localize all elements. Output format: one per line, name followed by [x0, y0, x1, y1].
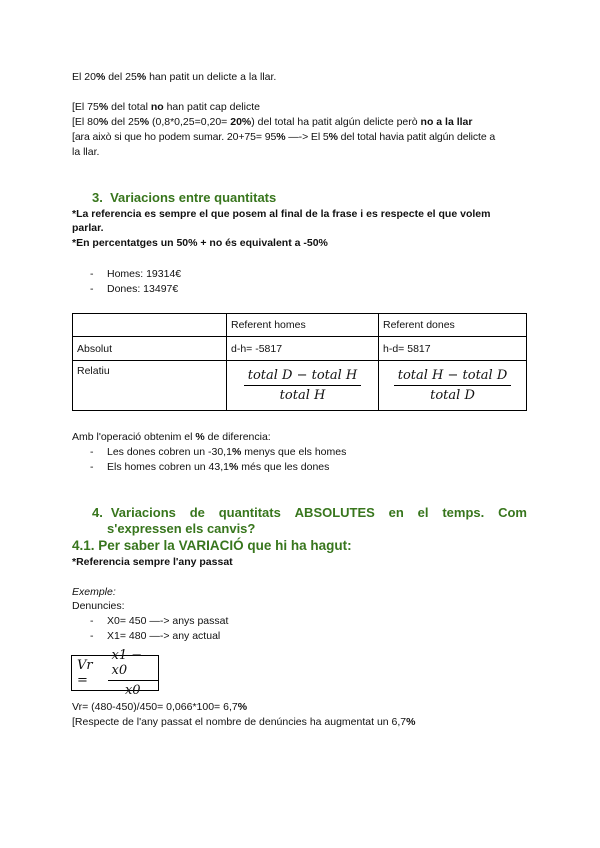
operation-text: Amb l'operació obtenim el % de diferencia: — [72, 431, 271, 443]
section-3-heading: 3. Variacions entre quantitats — [92, 190, 277, 205]
table-header-cell: Referent homes — [227, 314, 379, 337]
intro-line-3: [El 80% del 25% (0,8*0,25=0,20= 20%) del total ha patit algún delicte però no a la llar — [72, 116, 473, 128]
comparison-table — [72, 313, 527, 411]
table-cell: d-h= -5817 — [227, 337, 379, 361]
table-cell: Absolut — [73, 337, 227, 361]
intro-line-1: El 20% del 25% han patit un delicte a la llar. — [72, 71, 277, 83]
formula-numerator: x1 − x0 — [108, 648, 159, 681]
table-cell: h-d= 5817 — [379, 337, 527, 361]
intro-line-2: [El 75% del total no han patit cap delicte — [72, 101, 260, 113]
example-label: Exemple: — [72, 586, 116, 598]
formula-denominator: x0 — [124, 683, 141, 698]
calculation-line: Vr= (480-450)/450= 0,066*100= 6,7% — [72, 701, 248, 713]
formula-lhs: Vr = — [77, 658, 93, 688]
formula-denominator: total H — [279, 388, 326, 403]
section-3-note-2: *En percentatges un 50% + no és equivalent a -50% — [72, 237, 328, 249]
section-4-1-subtitle: 4.1. Per saber la VARIACIÓ que hi ha hagut: — [72, 538, 352, 553]
variation-formula-box — [71, 648, 159, 698]
section-4-note: *Referencia sempre l'any passat — [72, 556, 233, 568]
relative-formula-dones — [379, 361, 527, 411]
table-header-cell: Referent dones — [379, 314, 527, 337]
relative-formula-homes — [227, 361, 379, 411]
formula-numerator: total H − total D — [394, 368, 512, 386]
section-3-note-1b: parlar. — [72, 222, 104, 234]
conclusion-line: [Respecte de l'any passat el nombre de denúncies ha augmentat un 6,7% — [72, 716, 416, 728]
section-4-heading-cont: s'expressen els canvis? — [107, 521, 256, 536]
table-header-cell — [73, 314, 227, 337]
intro-line-5: la llar. — [72, 146, 100, 158]
section-4-heading: 4. Variacions de quantitats ABSOLUTES en el temps. Com — [92, 505, 527, 520]
denuncies-label: Denuncies: — [72, 600, 125, 612]
table-row — [73, 337, 527, 361]
formula-denominator: total D — [430, 388, 475, 403]
intro-line-4: [ara això si que ho podem sumar. 20+75= 95% —-> El 5% del total havia patit algún delicte a — [72, 131, 496, 143]
table-cell: Relatiu — [73, 361, 227, 411]
table-header-row — [73, 314, 527, 337]
section-3-note-1: *La referencia es sempre el que posem al final de la frase i es respecte el que volem — [72, 208, 491, 220]
table-row — [73, 361, 527, 411]
formula-numerator: total D − total H — [244, 368, 362, 386]
